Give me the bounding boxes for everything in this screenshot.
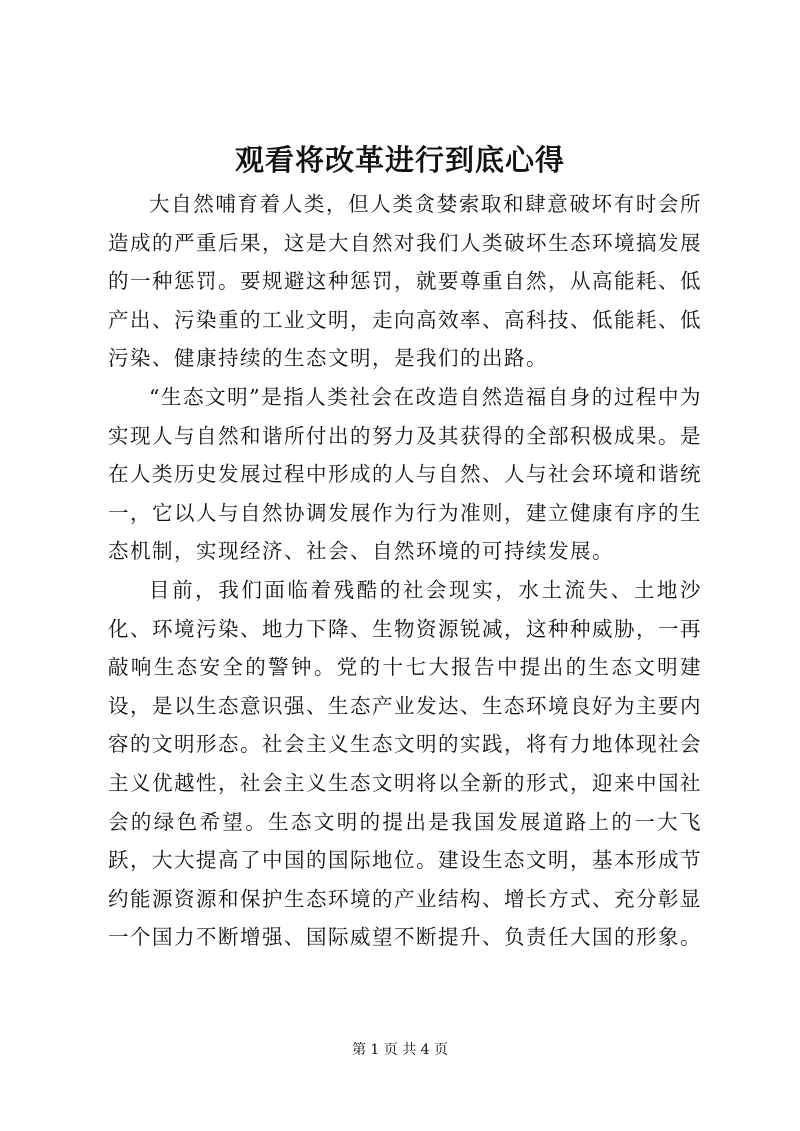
page-footer: 第 1 页 共 4 页 [351,1042,449,1058]
paragraph-1: 大自然哺育着人类，但人类贪婪索取和肆意破坏有时会所造成的严重后果，这是大自然对我们人类破坏生态环境搞发展的一种惩罚。要规避这种惩罚，就要尊重自然，从高能耗、低产出、污染重的工业文明，走向高效率、高科技、低能耗、低污染、健康持续的生态文明，是我们的出路。 [108,192,702,371]
paragraph-3: 目前，我们面临着残酷的社会现实，水土流失、土地沙化、环境污染、地力下降、生物资源锐减，这种种威胁，一再敲响生态安全的警钟。党的十七大报告中提出的生态文明建设，是以生态意识强、生态产业发达、生态环境良好为主要内容的文明形态。社会主义生态文明的实践，将有力地体现社会主义优越性，社会主义生态文明将以全新的形式，迎来中国社会的绿色希望。生态文明的提出是我国发展道路上的一大飞跃，大大提高了中国的国际地位。建设生态文明，基本形成节约能源资源和保护生态环境的产业结构、增长方式、充分彰显一个国力不断增强、国际威望不断提升、负责任大国的形象。 [108,577,702,950]
document-title: 观看将改革进行到底心得 [234,143,565,177]
paragraph-2: “生态文明”是指人类社会在改造自然造福自身的过程中为实现人与自然和谐所付出的努力及其获得的全部积极成果。是在人类历史发展过程中形成的人与自然、人与社会环境和谐统一，它以人与自然协调发展作为行为准则，建立健康有序的生态机制，实现经济、社会、自然环境的可持续发展。 [108,384,702,564]
document-body [108,185,702,957]
